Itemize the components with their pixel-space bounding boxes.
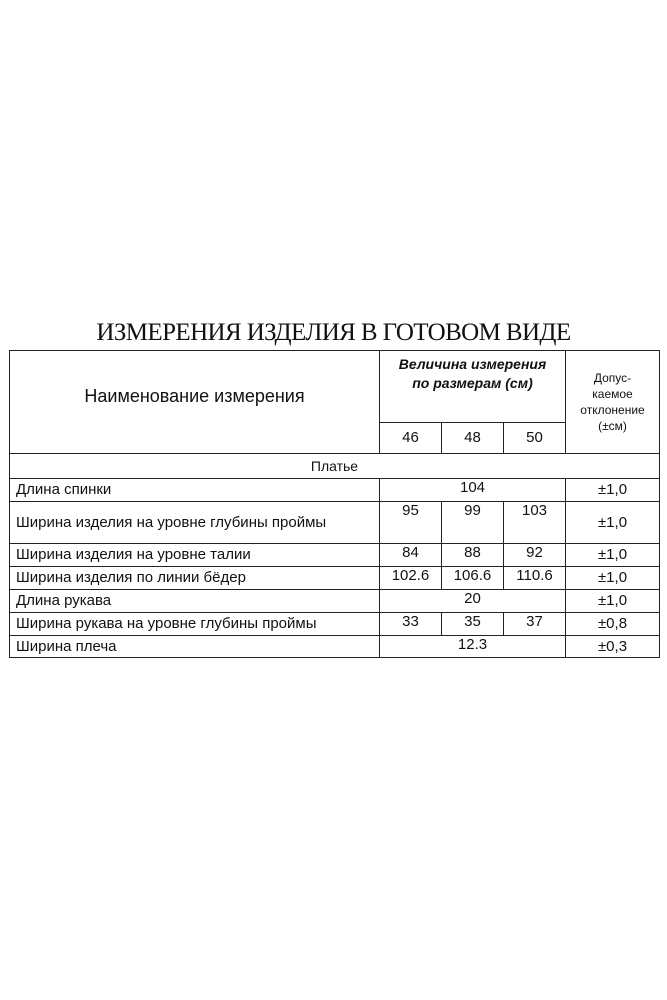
measurement-value: 102.6 bbox=[380, 567, 442, 590]
size-header: 46 bbox=[380, 423, 442, 454]
measurement-value: 12.3 bbox=[380, 636, 566, 658]
tolerance-value: ±1,0 bbox=[566, 544, 660, 567]
measurement-value: 84 bbox=[380, 544, 442, 567]
table-row bbox=[10, 544, 660, 567]
tolerance-value: ±1,0 bbox=[566, 590, 660, 613]
measurement-name: Ширина рукава на уровне глубины проймы bbox=[10, 613, 380, 636]
measurement-value: 95 bbox=[380, 502, 442, 544]
measurement-name: Длина рукава bbox=[10, 590, 380, 613]
tolerance-value: ±1,0 bbox=[566, 567, 660, 590]
measurement-value: 37 bbox=[504, 613, 566, 636]
measurement-value: 88 bbox=[442, 544, 504, 567]
table-row bbox=[10, 479, 660, 502]
measurement-value: 35 bbox=[442, 613, 504, 636]
name-column-header: Наименование измерения bbox=[10, 351, 380, 454]
measurement-value: 110.6 bbox=[504, 567, 566, 590]
measurement-value: 33 bbox=[380, 613, 442, 636]
tolerance-value: ±1,0 bbox=[566, 479, 660, 502]
measurement-name: Длина спинки bbox=[10, 479, 380, 502]
table-row bbox=[10, 636, 660, 658]
header-row bbox=[10, 351, 660, 423]
measurement-value: 20 bbox=[380, 590, 566, 613]
tolerance-value: ±1,0 bbox=[566, 502, 660, 544]
page-title: ИЗМЕРЕНИЯ ИЗДЕЛИЯ В ГОТОВОМ ВИДЕ bbox=[96, 319, 571, 346]
measurement-name: Ширина изделия на уровне глубины проймы bbox=[10, 502, 380, 544]
magnitude-header-line: по размерам (см) bbox=[412, 375, 533, 391]
measurement-name: Ширина изделия по линии бёдер bbox=[10, 567, 380, 590]
table-row bbox=[10, 590, 660, 613]
measurement-value: 103 bbox=[504, 502, 566, 544]
table-row bbox=[10, 567, 660, 590]
tolerance-header-line: Допус- bbox=[593, 371, 632, 385]
table-row bbox=[10, 613, 660, 636]
tolerance-header-line: каемое bbox=[592, 387, 633, 401]
tolerance-value: ±0,3 bbox=[566, 636, 660, 658]
tolerance-header-line: отклонение bbox=[580, 403, 645, 417]
measurement-value: 106.6 bbox=[442, 567, 504, 590]
magnitude-column-header bbox=[380, 351, 566, 423]
measurement-name: Ширина изделия на уровне талии bbox=[10, 544, 380, 567]
magnitude-header-line: Величина измерения bbox=[398, 356, 547, 372]
tolerance-value: ±0,8 bbox=[566, 613, 660, 636]
section-title: Платье bbox=[10, 454, 660, 479]
tolerance-column-header bbox=[566, 351, 660, 454]
measurement-value: 92 bbox=[504, 544, 566, 567]
size-header: 50 bbox=[504, 423, 566, 454]
measurement-name: Ширина плеча bbox=[10, 636, 380, 658]
section-row bbox=[10, 454, 660, 479]
size-header: 48 bbox=[442, 423, 504, 454]
tolerance-header-line: (±см) bbox=[598, 419, 627, 433]
measurement-value: 104 bbox=[380, 479, 566, 502]
measurement-value: 99 bbox=[442, 502, 504, 544]
table-row bbox=[10, 502, 660, 544]
measurement-table bbox=[9, 350, 660, 658]
